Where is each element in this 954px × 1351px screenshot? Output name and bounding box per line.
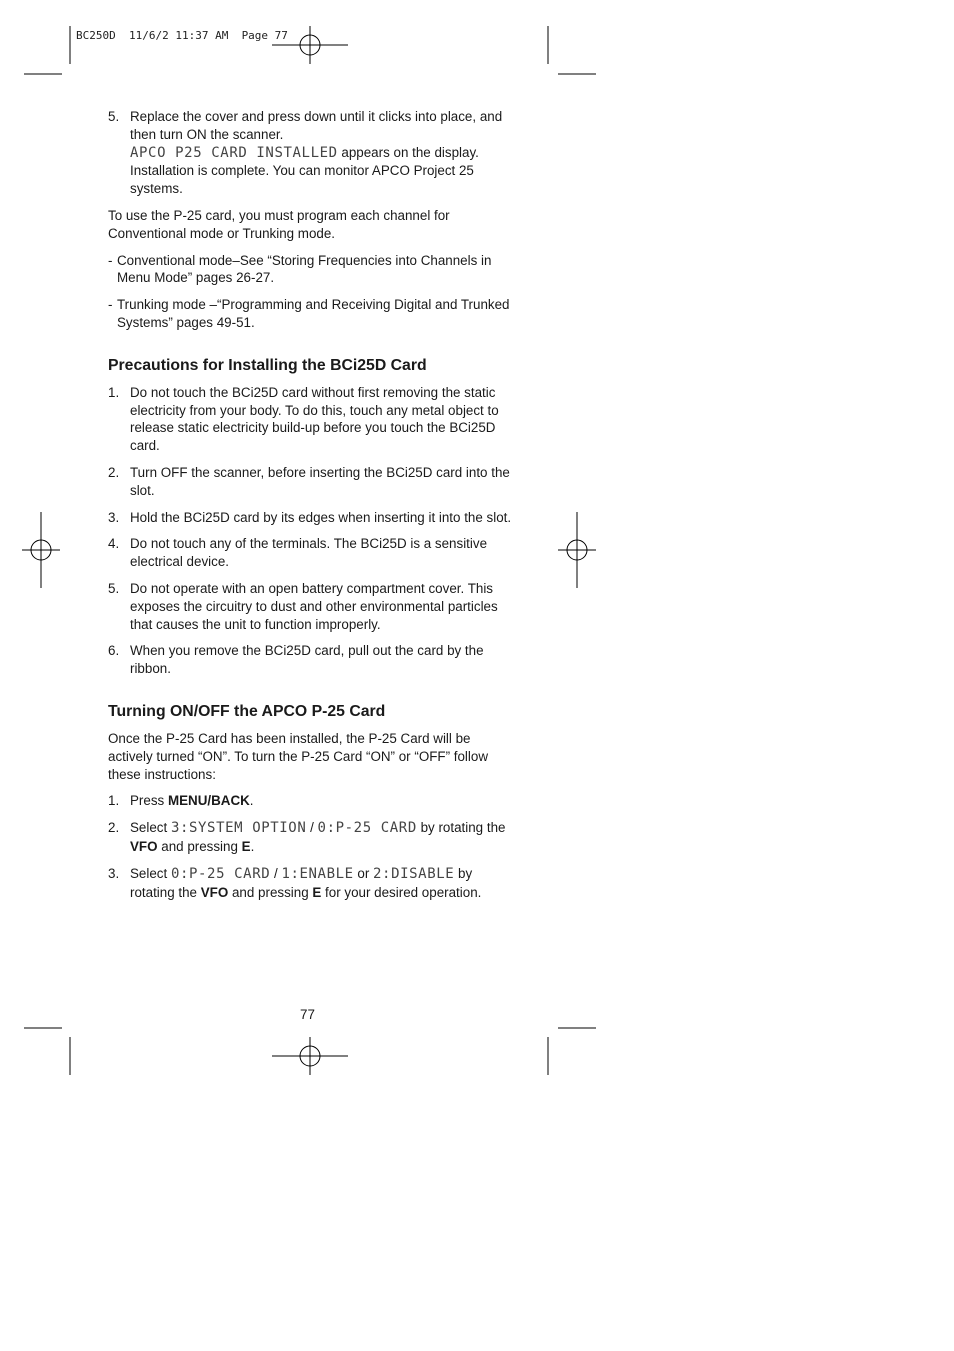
item-text: When you remove the BCi25D card, pull out the card by the ribbon. <box>130 643 484 677</box>
key-e: E <box>312 884 322 900</box>
turning-step-2 <box>108 819 513 856</box>
item-number: 3. <box>108 509 120 525</box>
item-text: Do not touch any of the terminals. The BCi25D is a sensitive electrical device. <box>130 536 488 570</box>
precautions-list <box>108 384 513 678</box>
step-note: Installation is complete. You can monitor APCO Project 25 systems. <box>130 163 474 197</box>
print-slug: BC250D 11/6/2 11:37 AM Page 77 <box>76 29 288 42</box>
page-number: 77 <box>300 1007 315 1022</box>
list-item <box>108 464 513 500</box>
turning-step-1 <box>108 792 513 810</box>
list-item <box>108 642 513 678</box>
page-content <box>108 108 513 910</box>
item-text: Do not operate with an open battery compartment cover. This exposes the circuitry to dust and other environmental particles that causes the unit to function improperly. <box>130 580 498 632</box>
step-text: or <box>353 865 374 881</box>
key-vfo: VFO <box>200 884 229 900</box>
dash-glyph: - <box>108 252 113 268</box>
list-item <box>108 535 513 571</box>
key-menu-back: MENU/BACK <box>167 793 250 809</box>
item-text: Do not touch the BCi25D card without first removing the static electricity from your body. To do this, touch any metal object to release static electricity build-up before you touch the BCi25D card. <box>130 384 499 454</box>
step-number: 3. <box>108 865 120 881</box>
step-text: / <box>306 820 318 836</box>
dash-glyph: - <box>108 297 113 313</box>
dash-item-conventional <box>108 252 513 288</box>
item-number: 5. <box>108 580 120 596</box>
install-steps-continued <box>108 108 513 198</box>
key-vfo: VFO <box>130 838 158 854</box>
step-text: Select <box>130 820 171 836</box>
step-text: and pressing <box>157 838 242 854</box>
step-number: 1. <box>108 793 120 809</box>
lcd-text: APCO P25 CARD INSTALLED <box>130 144 338 161</box>
list-item <box>108 384 513 455</box>
step-number: 5. <box>108 109 120 124</box>
step-text: and pressing <box>228 884 313 900</box>
dash-text: Conventional mode–See “Storing Frequencies into Channels in Menu Mode” pages 26-27. <box>117 252 492 286</box>
item-number: 6. <box>108 643 120 659</box>
precautions-heading: Precautions for Installing the BCi25D Card <box>108 356 427 374</box>
step-text: by rotating the <box>416 820 506 836</box>
turning-paragraph: Once the P-25 Card has been installed, the P-25 Card will be actively turned “ON”. To turn the P-25 Card “ON” or “OFF” follow these instructions: <box>108 730 489 782</box>
lcd-text: 0:P-25 CARD <box>317 820 417 837</box>
lcd-text: 3:SYSTEM OPTION <box>170 820 307 837</box>
step-number: 2. <box>108 820 120 836</box>
list-item <box>108 509 513 527</box>
dash-text: Trunking mode –“Programming and Receiving Digital and Trunked Systems” pages 49-51. <box>117 297 510 330</box>
program-paragraph: To use the P-25 card, you must program each channel for Conventional mode or Trunking mode. <box>108 207 450 241</box>
step-text: . <box>249 793 254 809</box>
step-text-cont: appears on the display. <box>337 144 479 160</box>
lcd-text: 0:P-25 CARD <box>170 865 271 882</box>
install-step-5 <box>108 108 513 198</box>
step-text: . <box>250 838 255 854</box>
lcd-text: 2:DISABLE <box>373 865 455 882</box>
item-number: 1. <box>108 384 120 400</box>
item-text: Turn OFF the scanner, before inserting the BCi25D card into the slot. <box>130 464 510 498</box>
turning-steps <box>108 792 513 901</box>
turning-heading: Turning ON/OFF the APCO P-25 Card <box>108 702 386 720</box>
list-item <box>108 580 513 633</box>
step-text: Select <box>130 865 171 881</box>
step-text: for your desired operation. <box>321 884 482 900</box>
turning-step-3 <box>108 865 513 902</box>
item-number: 4. <box>108 536 120 552</box>
item-text: Hold the BCi25D card by its edges when inserting it into the slot. <box>130 509 512 525</box>
dash-item-trunking <box>108 296 513 332</box>
step-text: / <box>270 865 282 881</box>
step-text: Replace the cover and press down until it clicks into place, and then turn ON the scanner. <box>130 109 503 142</box>
step-text: by rotating the <box>130 865 473 900</box>
item-number: 2. <box>108 464 120 480</box>
step-text: Press <box>130 793 168 809</box>
key-e: E <box>241 838 251 854</box>
lcd-text: 1:ENABLE <box>281 865 354 882</box>
